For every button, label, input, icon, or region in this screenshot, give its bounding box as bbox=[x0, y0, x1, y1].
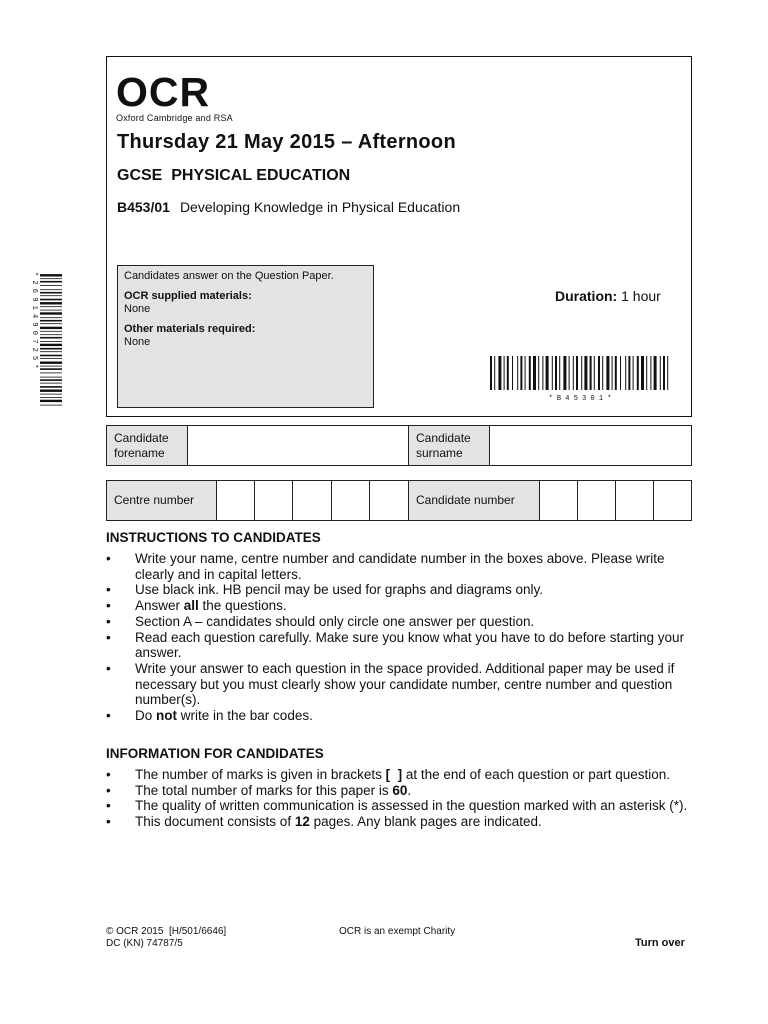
instructions-list bbox=[106, 551, 706, 724]
document-code: DC (KN) 74787/5 bbox=[106, 938, 183, 949]
subject-title: GCSE PHYSICAL EDUCATION bbox=[117, 167, 351, 184]
unit-title: Developing Knowledge in Physical Education bbox=[179, 199, 461, 215]
information-section bbox=[106, 746, 706, 830]
turn-over: Turn over bbox=[635, 937, 685, 949]
information-item bbox=[106, 767, 695, 783]
instruction-item bbox=[106, 598, 695, 614]
candidate-number-box[interactable] bbox=[616, 481, 654, 520]
candidate-name-row bbox=[106, 425, 692, 466]
instruction-item: • Write your name, centre number and candidate number in the boxes above. Please write clearly and in capital letters. bbox=[106, 551, 695, 582]
centre-number-box[interactable] bbox=[293, 481, 332, 520]
supplied-materials-label: OCR supplied materials: bbox=[124, 290, 252, 302]
instruction-text: write in the bar codes. bbox=[177, 708, 313, 724]
candidate-number-label: Candidate number bbox=[409, 481, 540, 520]
information-text: The total number of marks for this paper is bbox=[135, 782, 393, 798]
footer-left bbox=[106, 926, 226, 950]
instructions-section bbox=[106, 530, 706, 724]
logo-subtitle: Oxford Cambridge and RSA bbox=[116, 113, 233, 123]
instruction-item: • Section A – candidates should only circle one answer per question. bbox=[106, 614, 695, 630]
instruction-item: • Read each question carefully. Make sure you know what you have to do before starting your answer. bbox=[106, 630, 695, 661]
instruction-item bbox=[106, 708, 695, 724]
information-item bbox=[106, 783, 695, 799]
barcode-bottom-bars bbox=[488, 356, 672, 402]
forename-input[interactable] bbox=[188, 426, 409, 465]
numbers-row bbox=[106, 480, 692, 521]
centre-number-box[interactable] bbox=[332, 481, 370, 520]
charity-note: OCR is an exempt Charity bbox=[339, 926, 456, 937]
information-text: pages. Any blank pages are indicated. bbox=[309, 814, 542, 830]
instruction-emphasis: all bbox=[183, 598, 199, 614]
answer-note: Candidates answer on the Question Paper. bbox=[124, 270, 334, 282]
centre-number-box[interactable] bbox=[255, 481, 293, 520]
unit-line bbox=[117, 199, 460, 215]
information-text: at the end of each question or part question. bbox=[402, 767, 671, 782]
supplied-materials-value: None bbox=[124, 303, 151, 315]
barcode-side bbox=[28, 270, 64, 415]
other-materials-label: Other materials required: bbox=[124, 323, 256, 335]
information-text: . bbox=[407, 782, 412, 798]
barcode-bottom-digits: * B 4 5 3 0 1 * bbox=[548, 395, 612, 402]
information-text: This document consists of bbox=[135, 814, 295, 830]
centre-number-box[interactable] bbox=[370, 481, 409, 520]
information-item bbox=[106, 814, 695, 830]
candidate-number-box[interactable] bbox=[578, 481, 616, 520]
centre-number-label: Centre number bbox=[107, 481, 217, 520]
barcode-side-bars bbox=[28, 270, 64, 410]
surname-label: Candidate surname bbox=[409, 426, 490, 465]
information-item: • The quality of written communication is assessed in the question marked with an asterisk (*). bbox=[106, 798, 695, 814]
copyright: © OCR 2015 [H/501/6646] bbox=[106, 926, 227, 937]
instructions-title: INSTRUCTIONS TO CANDIDATES bbox=[106, 530, 321, 545]
instruction-item: • Use black ink. HB pencil may be used for graphs and diagrams only. bbox=[106, 582, 695, 598]
centre-number-box[interactable] bbox=[217, 481, 255, 520]
barcode-bottom bbox=[488, 356, 672, 407]
information-emphasis: 12 bbox=[294, 814, 310, 830]
other-materials-value: None bbox=[124, 336, 151, 348]
logo-text: OCR bbox=[116, 69, 211, 115]
duration-label: Duration: bbox=[555, 288, 618, 304]
instruction-text: Answer bbox=[135, 598, 184, 614]
instruction-item: • Write your answer to each question in the space provided. Additional paper may be used if necessary but you must clearly show your candidate number, centre number and question number(s). bbox=[106, 661, 695, 708]
information-text: The number of marks is given in brackets bbox=[135, 767, 386, 782]
information-emphasis: [ ] bbox=[385, 767, 403, 782]
instruction-text: Do bbox=[135, 708, 157, 724]
information-emphasis: 60 bbox=[392, 782, 408, 798]
forename-label: Candidate forename bbox=[107, 426, 188, 465]
information-title: INFORMATION FOR CANDIDATES bbox=[106, 746, 324, 761]
candidate-number-box[interactable] bbox=[540, 481, 578, 520]
candidate-number-box[interactable] bbox=[654, 481, 691, 520]
surname-input[interactable] bbox=[490, 426, 691, 465]
ocr-logo bbox=[116, 69, 233, 123]
information-list bbox=[106, 767, 706, 830]
unit-code: B453/01 bbox=[117, 199, 170, 215]
materials-box bbox=[117, 265, 374, 408]
duration-value: 1 hour bbox=[621, 288, 661, 304]
barcode-side-digits: * 2 6 9 1 4 9 0 7 2 5 * bbox=[30, 272, 38, 369]
instruction-text: the questions. bbox=[198, 598, 287, 614]
duration bbox=[555, 288, 661, 304]
exam-date: Thursday 21 May 2015 – Afternoon bbox=[117, 131, 456, 153]
instruction-emphasis: not bbox=[156, 708, 178, 724]
